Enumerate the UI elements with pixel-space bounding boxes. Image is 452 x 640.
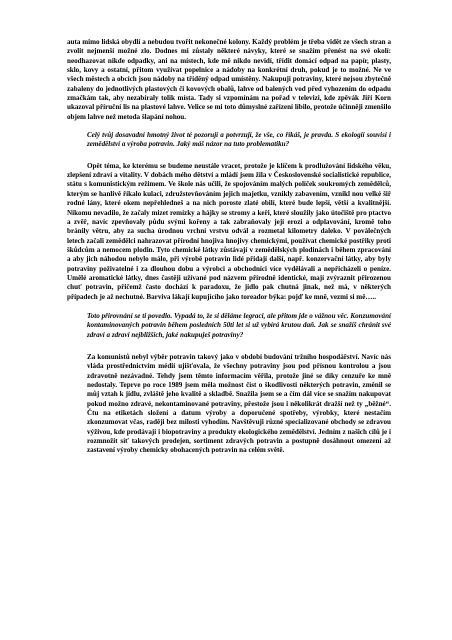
paragraph-answer-2: Opět téma, ke kterému se budeme neustále vracet, protože je klíčem k prodlužování lidského věku, zlepšení zdraví a vitality. V dobách mého dětství a mládí jsem žila v Československé socialistické republice, státu s komunistickým režimem. Ve škole nás učili, že spojováním malých políček soukromých zemědělců, kterým se hanlivě říkalo kulaci, združstevňováním jejich majetku, vznikly zabavením, vznikl nou velké šiř rodné lány, které okem nepřehledneš a na nich poroste zlaté obilí, které bude lepší, větší a kvalitnější. Nikomu nevadilo, že začaly mizet remízky a hájky se stromy a keři, které sloužily jako útočiště pro ptactvo a zvěř, navíc zpevňovaly půdu svými kořeny a tak zabraňovaly její erozi a odplavování, kromě toho bránily větru, aby za sucha úrodnou vrchní vrstvu odvál a rozmetal kilometry daleko. V poválečných letech začali zemědělci nahrazovat přírodní hnojiva hnojivy chemickými, používat chemické postřiky proti škůdcům a nemocem plodin. Tyto chemické látky zůstávají v zemědělských plodinách i během zpracování a aby jich náhodou nebylo málo, při výrobě potravin lidé přidají další, např. konzervační látky, aby byly potraviny poživatelné i za dlouhou dobu a výrobci a obchodníci více vydělávali a nepřicházeli o peníze. Umělé aromatické látky, dnes častěji užívané pod názvem přírodně identické, mají zvýraznit přirozenou chuť potravin, přičemž často dochází k paradoxu, že jídlo pak chutná jinak, než má, v některých případech je až nechutné. Barviva lákají kupujícího jako toreador býka: pojď ke mně, vezmi si mě….. (67, 161, 391, 301)
paragraph-question-1: Celý tvůj dosavadní hmotný život té pozorují a potvrzují, že vše, co říkáš, je pravda. S ekologií souvisí i zemědělství a výroba potravin. Jaký máš názor na tuto problematiku? (87, 131, 391, 149)
paragraph-answer-1: auta mimo lidská obydlí a nebudou tvořit nekonečné kolony. Každý problém je třeba vidět ze všech stran a zvolit nejmenší možné zlo. Dodnes mi zůstaly některé návyky, které se snažím přenést na své okolí: neodhazovat nikde odpadky, ani na místech, kde mě nikdo nevidí, třídit domácí odpad na papír, plasty, sklo, kovy a ostatní, přitom využívat popelnice a nádoby na konkrétní druh, pokud je to možné. Ne ve všech městech a obcích jsou nádoby na tříděný odpad umístěny. Nakupuji potraviny, které nejsou zbytečně zabaleny do jednotlivých plastových či kovových obalů, lahve od balených vod před vyhozením do odpadu zmačkám tak, aby nezabíraly tolik místa. Tady si vzpomínám na pořad v televizi, kde zpěvák Jiří Korn ukazoval příruční lis na plastové lahve. Velice se mi toto důmyslné zařízení líbilo, protože účinněji zmenšilo objem lahve než metoda šlapání nohou. (67, 38, 391, 121)
paragraph-question-2: Toto přirovnání se ti povedlo. Vypadá to, že si děláme legraci, ale přitom jde o vážnou věc. Konzumování kontaminovaných potravin během posledních 50ti let si už vybírá krutou daň. Jak se snažíš chránit své zdraví a zdraví nejbližších, jaké nakupuješ potraviny? (87, 311, 391, 339)
document-page (67, 38, 391, 456)
paragraph-answer-3: Za komunistů nebyl výběr potravin takový jako v období budování tržního hospodářství. Navíc nás vláda prostřednictvím médií ujišťovala, že všechny potraviny jsou pod přísnou kontrolou a jsou zdravotně nezávadné. Tehdy jsem těmto informacím věřila, protože jiné se díky cenzuře ke mně nedostaly. Teprve po roce 1989 jsem měla možnost číst o škodlivosti některých potravin, změnil se můj vztah k jídlu, zvláště jeho kvalitě a skladbě. Snažila jsem se a čím dál více se snažím nakupovat pokud možno zdravé, nekontaminované potraviny, přestože jsou i několikrát dražší než ty „běžné“. Čtu na etiketách složení a datum výroby a doporučené spotřeby, výrobky, které nestačím zkonzumovat včas, raději bez milosti vyhodím. Navštěvuji různé specializované obchody se zdravou výživou, kde prodávají i biopotraviny a produkty ekologického zemědělství. Jedním z našich cílů je i rozmnožit síť takových prodejen, sortiment zdravých potravin a postupně dosáhnout omezení až zastavení výroby chemicky obohacených potravin na celém světě. (87, 352, 391, 455)
